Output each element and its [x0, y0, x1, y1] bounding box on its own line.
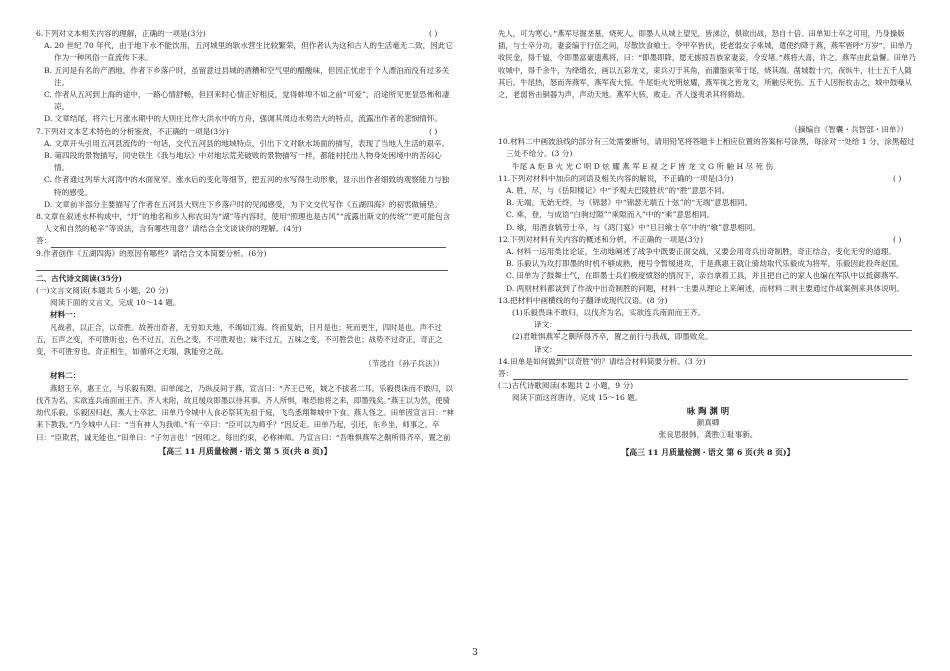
q11-option-d: D. 飨，用酒食犒劳士卒，与《鸿门宴》中“旦日飨士卒”中的“飨”意思相同。 — [506, 222, 760, 232]
section-2b-sub: (二)古代诗歌阅读(本题共 2 小题，9 分) — [498, 381, 634, 391]
q10-segment-line: 牛尾 A 炬 B 火 光 C 明 D 炫 耀 燕 军 E 视 之 F 皆 龙 文 G 所 触 H 尽 死 伤 — [512, 161, 774, 171]
page-number: 3 — [472, 648, 478, 658]
q12-option-a: A. 材料一运用类比论证，生动地阐述了战争中既要正面交战，又要会用奇兵出奇制胜，奇正结合，变化无穷的道理。 — [506, 247, 896, 257]
q12-option-d: D. 两则材料都谈到了作战中出奇制胜的问题，材料一主要从理论上来阐述，而材料二则主要通过作战案例来具体说明。 — [506, 283, 904, 293]
q13-sentence-1: (1)乐毅畏诛不敢归，以伐齐为名，实欲连兵南面而王齐。 — [512, 308, 706, 318]
material-1-label: 材料一： — [50, 310, 81, 320]
right-footer: 【高三 11 月质量检测・语文 第 6 页(共 8 页)】 — [621, 448, 795, 458]
q6-option-d: D. 文章结尾，将六七月涨水期中的大则庄比作大洪水中的方舟，强调其周边水势浩大的特点，流露出作者的悲悯情怀。 — [44, 114, 442, 124]
section-2-sub1: (一)文言文阅读(本题共 5 小题，20 分) — [36, 286, 169, 296]
q6-stem: 6.下列对文本相关内容的理解，正确的一项是(3分) ( ) — [36, 29, 438, 38]
q7-option-d: D. 文章前半部分主要描写了作者在五河县大则庄下乡落户时的见闻感受，为下文交代写作《五湖四海》的初衷做铺垫。 — [44, 199, 442, 209]
poem-author: 颜真卿 — [696, 417, 720, 427]
q13-stem: 13.把材料中画横线的句子翻译成现代汉语。(8 分) — [498, 295, 668, 305]
q6-option-b: B. 五河是有名的产酒地，作者下乡落户时，虽留意过县城的酒糟和空气里的醋酸味，但因正忧虑于个人漂泊而没有过多关注。 — [44, 65, 450, 87]
material-2-text: 燕昭王卒，惠王立，与乐毅有隙。田单闻之，乃纵反间于燕，宣言曰：“齐王已死，城之不拔者二耳。乐毅畏诛而不敢归，以伐齐为名，实欲连兵南面而王齐。齐人未附，故且缓攻即墨以待其事。齐人所惧，唯恐他将之来，即墨残矣。”燕王以为然，使骑劫代乐毅。乐毅因归赵，燕人士卒忿。田单乃令城中人食必祭其先祖于庭，飞鸟悉翔舞城中下食。燕人怪之。田单因宣言曰：“神来下教我。”乃令城中人曰：“当有神人为我师。”有一卒曰：“臣可以为师乎？”因反走。田单乃起，引还，东乡坐，师事之。卒曰：“臣欺君，诚无能也。”田单曰：“子勿言也！”因师之。每出约束，必称神师。乃宣言曰：“吾唯惧燕军之劓所得齐卒，置之前 — [36, 383, 454, 442]
q11-stem: 11.下列对材料中加点的词语及相关内容的解说，不正确的一项是(3分) ( ) — [498, 173, 902, 183]
material-1-source: （节选自《孙子兵法》） — [364, 359, 444, 369]
section-2-intro: 阅读下面的文言文，完成 10～14 题。 — [50, 298, 181, 308]
q10-stem: 10.材料二中画波浪线的部分有三处需要断句，请用铅笔将答题卡上相应位置的答案标号涂黑，每涂对一处给 1 分，涂黑超过三处不给分。(3 分) — [498, 137, 915, 159]
q9-stem: 9.作者创作《五湖四海》的原因有哪些？请结合文本简要分析。(6分) — [36, 248, 267, 258]
left-page — [36, 28, 454, 458]
material-1-text: 凡战者，以正合，以奇胜。故善出奇者，无穷如天地，不竭如江海。终而复始，日月是也；死而更生，四时是也。声不过五，五声之变，不可胜听也；色不过五，五色之变，不可胜观也；味不过五，五味之变，不可胜尝也；战势不过奇正，奇正之变，不可胜穷也。奇正相生，如循环之无端，孰能穷之哉。 — [36, 322, 443, 357]
material-2-label: 材料二： — [50, 371, 81, 381]
q11-option-b: B. 无端，无始无终，与《锦瑟》中“锦瑟无端五十弦”的“无端”意思相同。 — [506, 198, 753, 208]
q13-translation-2[interactable]: 译文： — [498, 344, 918, 356]
q7-option-a: A. 文章开头引用五河县流传的一句话，交代五河县的地域特点，引出下文对耿水场面的描写，表现了当地人生活的艰辛。 — [44, 138, 450, 148]
q14-stem: 14.田单是如何做到“以奇胜”的？请结合材料简要分析。(3 分) — [498, 356, 706, 366]
right-page — [498, 28, 918, 459]
q7-stem: 7.下列对文本艺术特色的分析鉴赏，不正确的一项是(3分) ( ) — [36, 126, 438, 136]
material-2-source: （摘编自《智囊・兵智部・田单》） — [790, 125, 908, 134]
section-2b-intro: 阅读下面这首唐诗，完成 15～16 题。 — [512, 393, 643, 403]
poem-title: 咏 陶 渊 明 — [686, 405, 730, 416]
q7-option-b: B. 第四段的景物描写，同史铁生《我与地坛》中对地坛荒芜破败的景物描写一样，都能衬托出人物身处困境中的苦闷心情。 — [44, 151, 442, 173]
poem-line-1: 张良思报韩，龚胜①耻事新。 — [658, 430, 758, 440]
q12-option-b: B. 乐毅认为攻打即墨的时机不够成熟，便号令暂缓进攻，于是燕惠王就让骑劫取代乐毅成为将军，乐毅因此投奔赵国。 — [506, 259, 904, 269]
q13-sentence-2: (2)君唯惧燕军之劓所得齐卒，置之前行与我战，即墨败矣。 — [512, 332, 713, 342]
q11-option-a: A. 胜，尽，与《岳阳楼记》中“予观夫巴陵胜状”的“胜”意思不同。 — [506, 186, 730, 196]
q13-translation-1[interactable]: 译文： — [498, 319, 918, 331]
q12-option-c: C. 田单为了鼓舞士气，在即墨士兵们极度愤怒的情况下，亲自拿着工具，并且把自己的家人也编在军队中以抵御燕军。 — [506, 271, 904, 281]
q7-option-c: C. 作者通过列举大河湾中的水面宽窄、涨水后的变化等细节，把五河的水写得生动形象，显示出作者细致的观察能力与独特的感受。 — [44, 175, 450, 197]
q6-option-c: C. 作者从五河到上海的途中，一路心情舒畅，但回来时心情正好相反，觉得蚌埠不如之前“可爱”，沿途所见更显恐怖和凄凉。 — [44, 90, 450, 112]
q14-answer[interactable]: 答： — [498, 368, 918, 380]
q9-answer-line[interactable] — [36, 260, 448, 271]
q6-option-a: A. 20 世纪 70 年代，由于地下水不能饮用，五河城里的耿水营生比较繁荣，但作者认为这和古人的生活毫无二致，因此它作为一种风俗一直流传下来。 — [44, 41, 453, 63]
q12-stem: 12.下列对材料有关内容的概述和分析，不正确的一项是(3分) ( ) — [498, 234, 902, 244]
material-2-continued: 先人，可为寒心。”燕军尽掘垄墓，烧死人。即墨人从城上望见，皆涕泣，俱欲出战，怒自十倍。田单知士卒之可用，乃身操版插，与士卒分功，妻妾编于行伍之间，尽散饮食飨士。令甲卒皆伏，使老弱女子乘城，遣使约降于燕，燕军皆呼“万岁”。田单乃收民金，得千镒，令即墨富豪遗燕将，曰：“即墨即降，愿无掳掠吾族家妻妾，令安堵。”燕将大喜，许之。燕军由此益懈。田单乃收城中，得千余牛，为绛缯衣，画以五彩龙文，束兵刃于其角，而灌脂束苇于尾，烧其端。凿城数十穴，夜纵牛，壮士五千人随其后。牛尾热，怒而奔燕军，燕军夜大惊。牛尾炬火光明炫耀，燕军视之皆龙文，所触尽死伤。五千人因衔枚击之，城中鼓噪从之，老弱皆击铜器为声，声动天地。燕军大骇，败走。齐人遂夷杀其将骑劫。 — [498, 29, 916, 100]
q8-answer[interactable]: 答： — [36, 235, 454, 247]
q11-option-c: C. 乘，登，与成语“白驹过隙”“乘隙而入”中的“乘”意思相同。 — [506, 210, 715, 220]
q8-stem: 8.文章在叙述水杯构成中，“圩”的地名和乡人称农田为“湖”等内容时，使用“照理也是古风”“流露出斯文的传统”“更可能包含人文和自然的秘辛”等说法，含有哪些用意？请结合全文谈谈你的理解。(4分) — [36, 212, 451, 234]
section-2-title: 二、古代诗文阅读(35分) — [36, 273, 123, 283]
left-footer: 【高三 11 月质量检测・语文 第 5 页(共 8 页)】 — [158, 446, 332, 456]
